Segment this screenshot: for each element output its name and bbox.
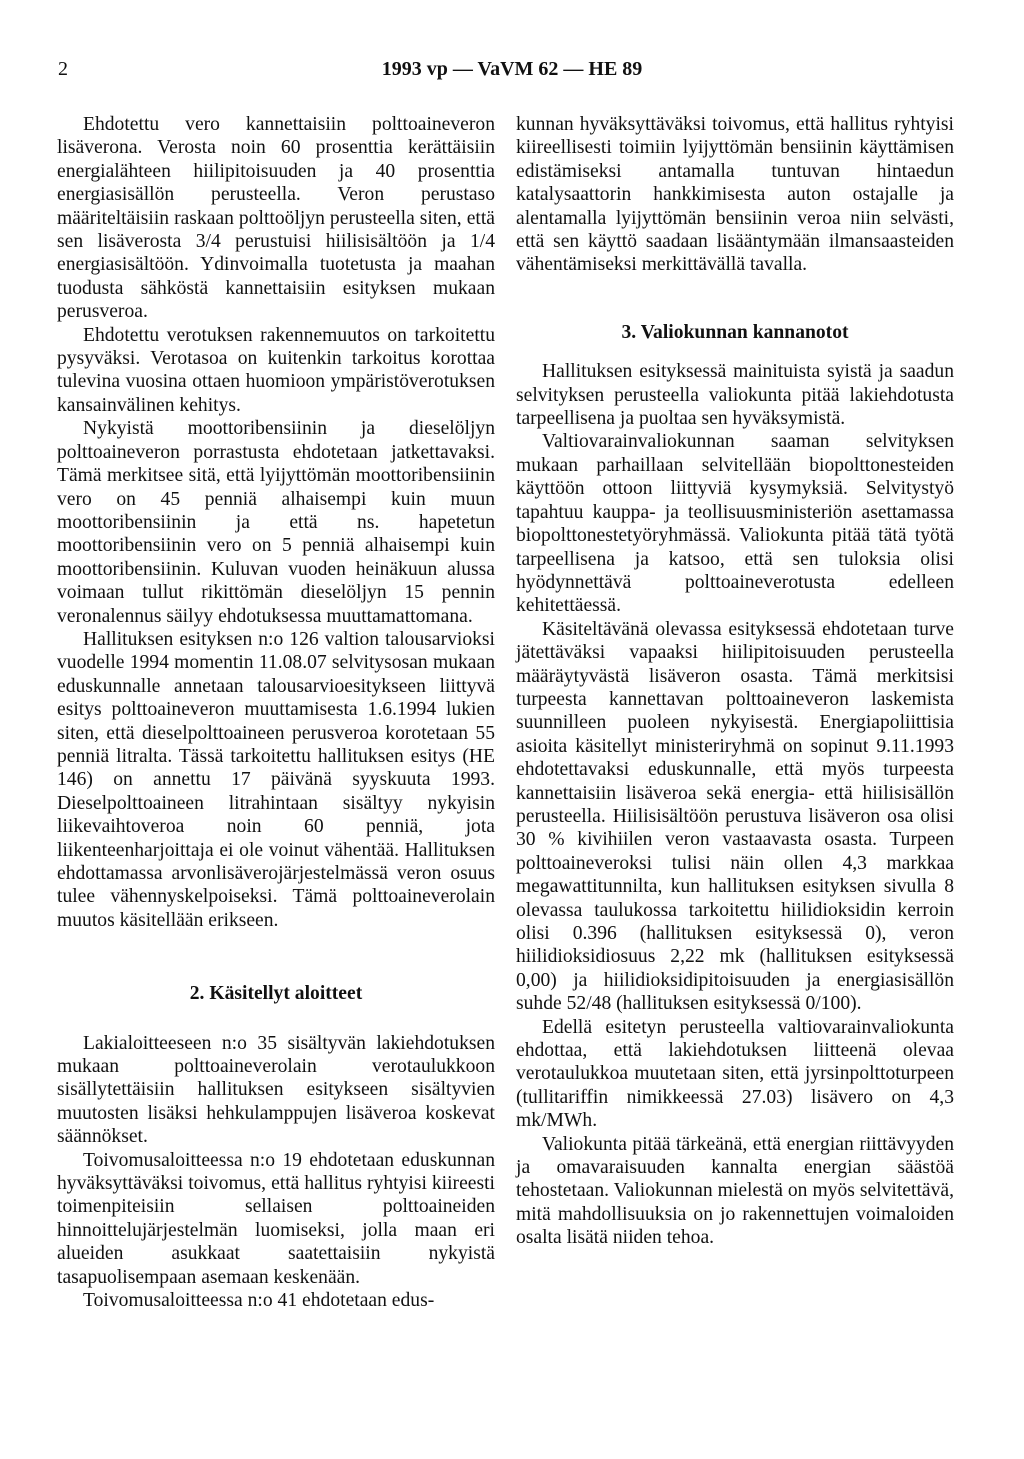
page-number: 2 [58,58,68,80]
running-title: 1993 vp — VaVM 62 — HE 89 [381,58,643,80]
paragraph: Toivomusaloitteessa n:o 41 ehdotetaan edus- [83,1290,435,1312]
paragraph: Toivomusaloitteessa n:o 19 ehdotetaan eduskunnan hyväksyttäväksi toivomus, että hallitus ryhtyisi kiireesti toimenpiteisiin sellaisen polttoaineiden hinnoittelujärjestelmän luomiseksi, jolla maan eri alueiden asukkaat saatettaisiin nykyistä tasapuolisempaan asemaan keskenään. [57,1149,495,1288]
continued-paragraph: kunnan hyväksyttäväksi toivomus, että hallitus ryhtyisi kiireellisesti toimiin lyijyttömän bensiinin käyttämisen edistämiseksi antamalla tuntuvan hintaedun katalysaattorin hankkimisesta auton ostajalle ja alentamalla lyijyttömän bensiinin veroa niin selvästi, että sen käyttö saadaan lisääntymään ilmansaasteiden vähentämiseksi merkittävällä tavalla. [516,114,954,276]
paragraph: Edellä esitetyn perusteella valtiovarainvaliokunta ehdottaa, että lakiehdotuksen liitteenä olevaa verotaulukkoa muutetaan siten, että jyrsinpolttoturpeen (tullitariffin nimikkeessä 27.03) lisävero on 4,3 mk/MWh. [516,1016,954,1132]
paragraph: Hallituksen esityksessä mainituista syistä ja saadun selvityksen perusteella valiokunta pitää lakiehdotusta tarpeellisena ja puoltaa sen hyväksymistä. [516,361,954,430]
section-heading-2: 2. Käsitellyt aloitteet [189,983,363,1005]
paragraph: Lakialoitteeseen n:o 35 sisältyvän lakiehdotuksen mukaan polttoaineverolain verotaulukkoon sisällytettäisiin hallituksen esitykseen sisältyvien muutosten lisäksi hehkulamppujen lisäveroa koskevat säännökset. [57,1032,495,1148]
paragraph: Ehdotettu verotuksen rakennemuutos on tarkoitettu pysyväksi. Verotasoa on kuitenkin tarkoitus korottaa tulevina vuosina ottaen huomioon ympäristöverotuksen kansainvälinen kehitys. [57,324,495,416]
paragraph: Ehdotettu vero kannettaisiin polttoaineveron lisäverona. Verosta noin 60 prosenttia kerättäisiin energialähteen hiilipitoisuuden ja 40 prosenttia energiasisällön perusteella. Veron perustaso määriteltäisiin raskaan polttoöljyn perusteella siten, että sen lisäverosta 3/4 perustuisi hiilisisältöön ja 1/4 energiasisältöön. Ydinvoimalla tuotetusta ja maahan tuodusta sähköstä kannettaisiin esityksen mukaan perusveroa. [57,114,495,323]
section-heading-3: 3. Valiokunnan kannanotot [621,321,849,343]
paragraph: Nykyistä moottoribensiinin ja dieselöljyn polttoaineveron porrastusta ehdotetaan jatkettavaksi. Tämä merkitsee sitä, että lyijyttömän moottoribensiinin vero on 45 penniä alhaisempi kuin muun moottoribensiinin ja että ns. hapetetun moottoribensiinin vero on 5 penniä alhaisempi kuin moottoribensiinin. Kuluvan vuoden heinäkuun alussa voimaan tullut rikittömän dieselöljyn 15 pennin veronalennus säilyy ehdotuksessa muuttamattomana. [57,418,495,627]
paragraph: Valtiovarainvaliokunnan saaman selvityksen mukaan parhaillaan selvitellään biopolttonesteiden käyttöön ottoon liittyviä kysymyksiä. Selvitystyö tapahtuu kauppa- ja teollisuusministeriön asettamassa biopolttonestetyöryhmässä. Valiokunta pitää tätä työtä tarpeellisena ja katsoo, että sen tuloksia olisi hyödynnettävä polttoaineverotusta edelleen kehitettäessä. [516,431,954,617]
paragraph: Valiokunta pitää tärkeänä, että energian riittävyyden ja omavaraisuuden kannalta energian säästöä tehostetaan. Valiokunnan mielestä on myös selvitettävä, mitä mahdollisuuksia on jo rakennettujen voimaloiden osalta lisätä niiden tehoa. [516,1133,954,1249]
paragraph: Käsiteltävänä olevassa esityksessä ehdotetaan turve jätettäväksi vapaaksi hiilipitoisuuden perusteella määräytyvästä lisäveron osasta. Tämä merkitsisi turpeesta kannettavan polttoaineveron laskemista suunnilleen puoleen nykyisestä. Energiapoliittisia asioita käsitellyt ministeriryhmä on sopinut 9.11.1993 ehdotettavaksi eduskunnalle, että myös turpeesta kannettaisiin lisäveroa sekä energia- että hiilisisällön perusteella. Hiilisisältöön perustuva lisäveron osa olisi 30 % kivihiilen veron vastaavasta osasta. Turpeen polttoaineveroksi tulisi näin ollen 4,3 markkaa megawattitunnilta, kun hallituksen esityksen sivulla 8 olevassa taulukossa tarkoitettu hiilidioksidin kerroin olisi 0.396 (hallituksen esityksessä 0), veron hiilidioksidiosuus 2,22 mk (hallituksen esityksessä 0,00) ja hiilidioksidipitoisuuden ja energiasisällön suhde 52/48 (hallituksen esityksessä 0/100). [516,618,954,1015]
left-column [57,113,495,1313]
paragraph: Hallituksen esityksen n:o 126 valtion talousarvioksi vuodelle 1994 momentin 11.08.07 selvitysosan mukaan eduskunnalle annetaan talousarvioesitykseen liittyvä esitys polttoaineveron muuttamisesta 1.6.1994 lukien siten, että dieselpolttoaineen perusveroa korotetaan 55 penniä litralta. Tässä tarkoitettu hallituksen esitys (HE 146) on annettu 17 päivänä syyskuuta 1993. Dieselpolttoaineen litrahintaan sisältyy nykyisin liikevaihtoveroa noin 60 penniä, jota liikenteenharjoittaja ei ole voinut vähentää. Hallituksen ehdottamassa arvonlisäverojärjestelmässä veron osuus tulee vähennyskelpoiseksi. Tämä polttoaineverolain muutos käsitellään erikseen. [57,628,495,931]
right-column [516,113,954,1250]
